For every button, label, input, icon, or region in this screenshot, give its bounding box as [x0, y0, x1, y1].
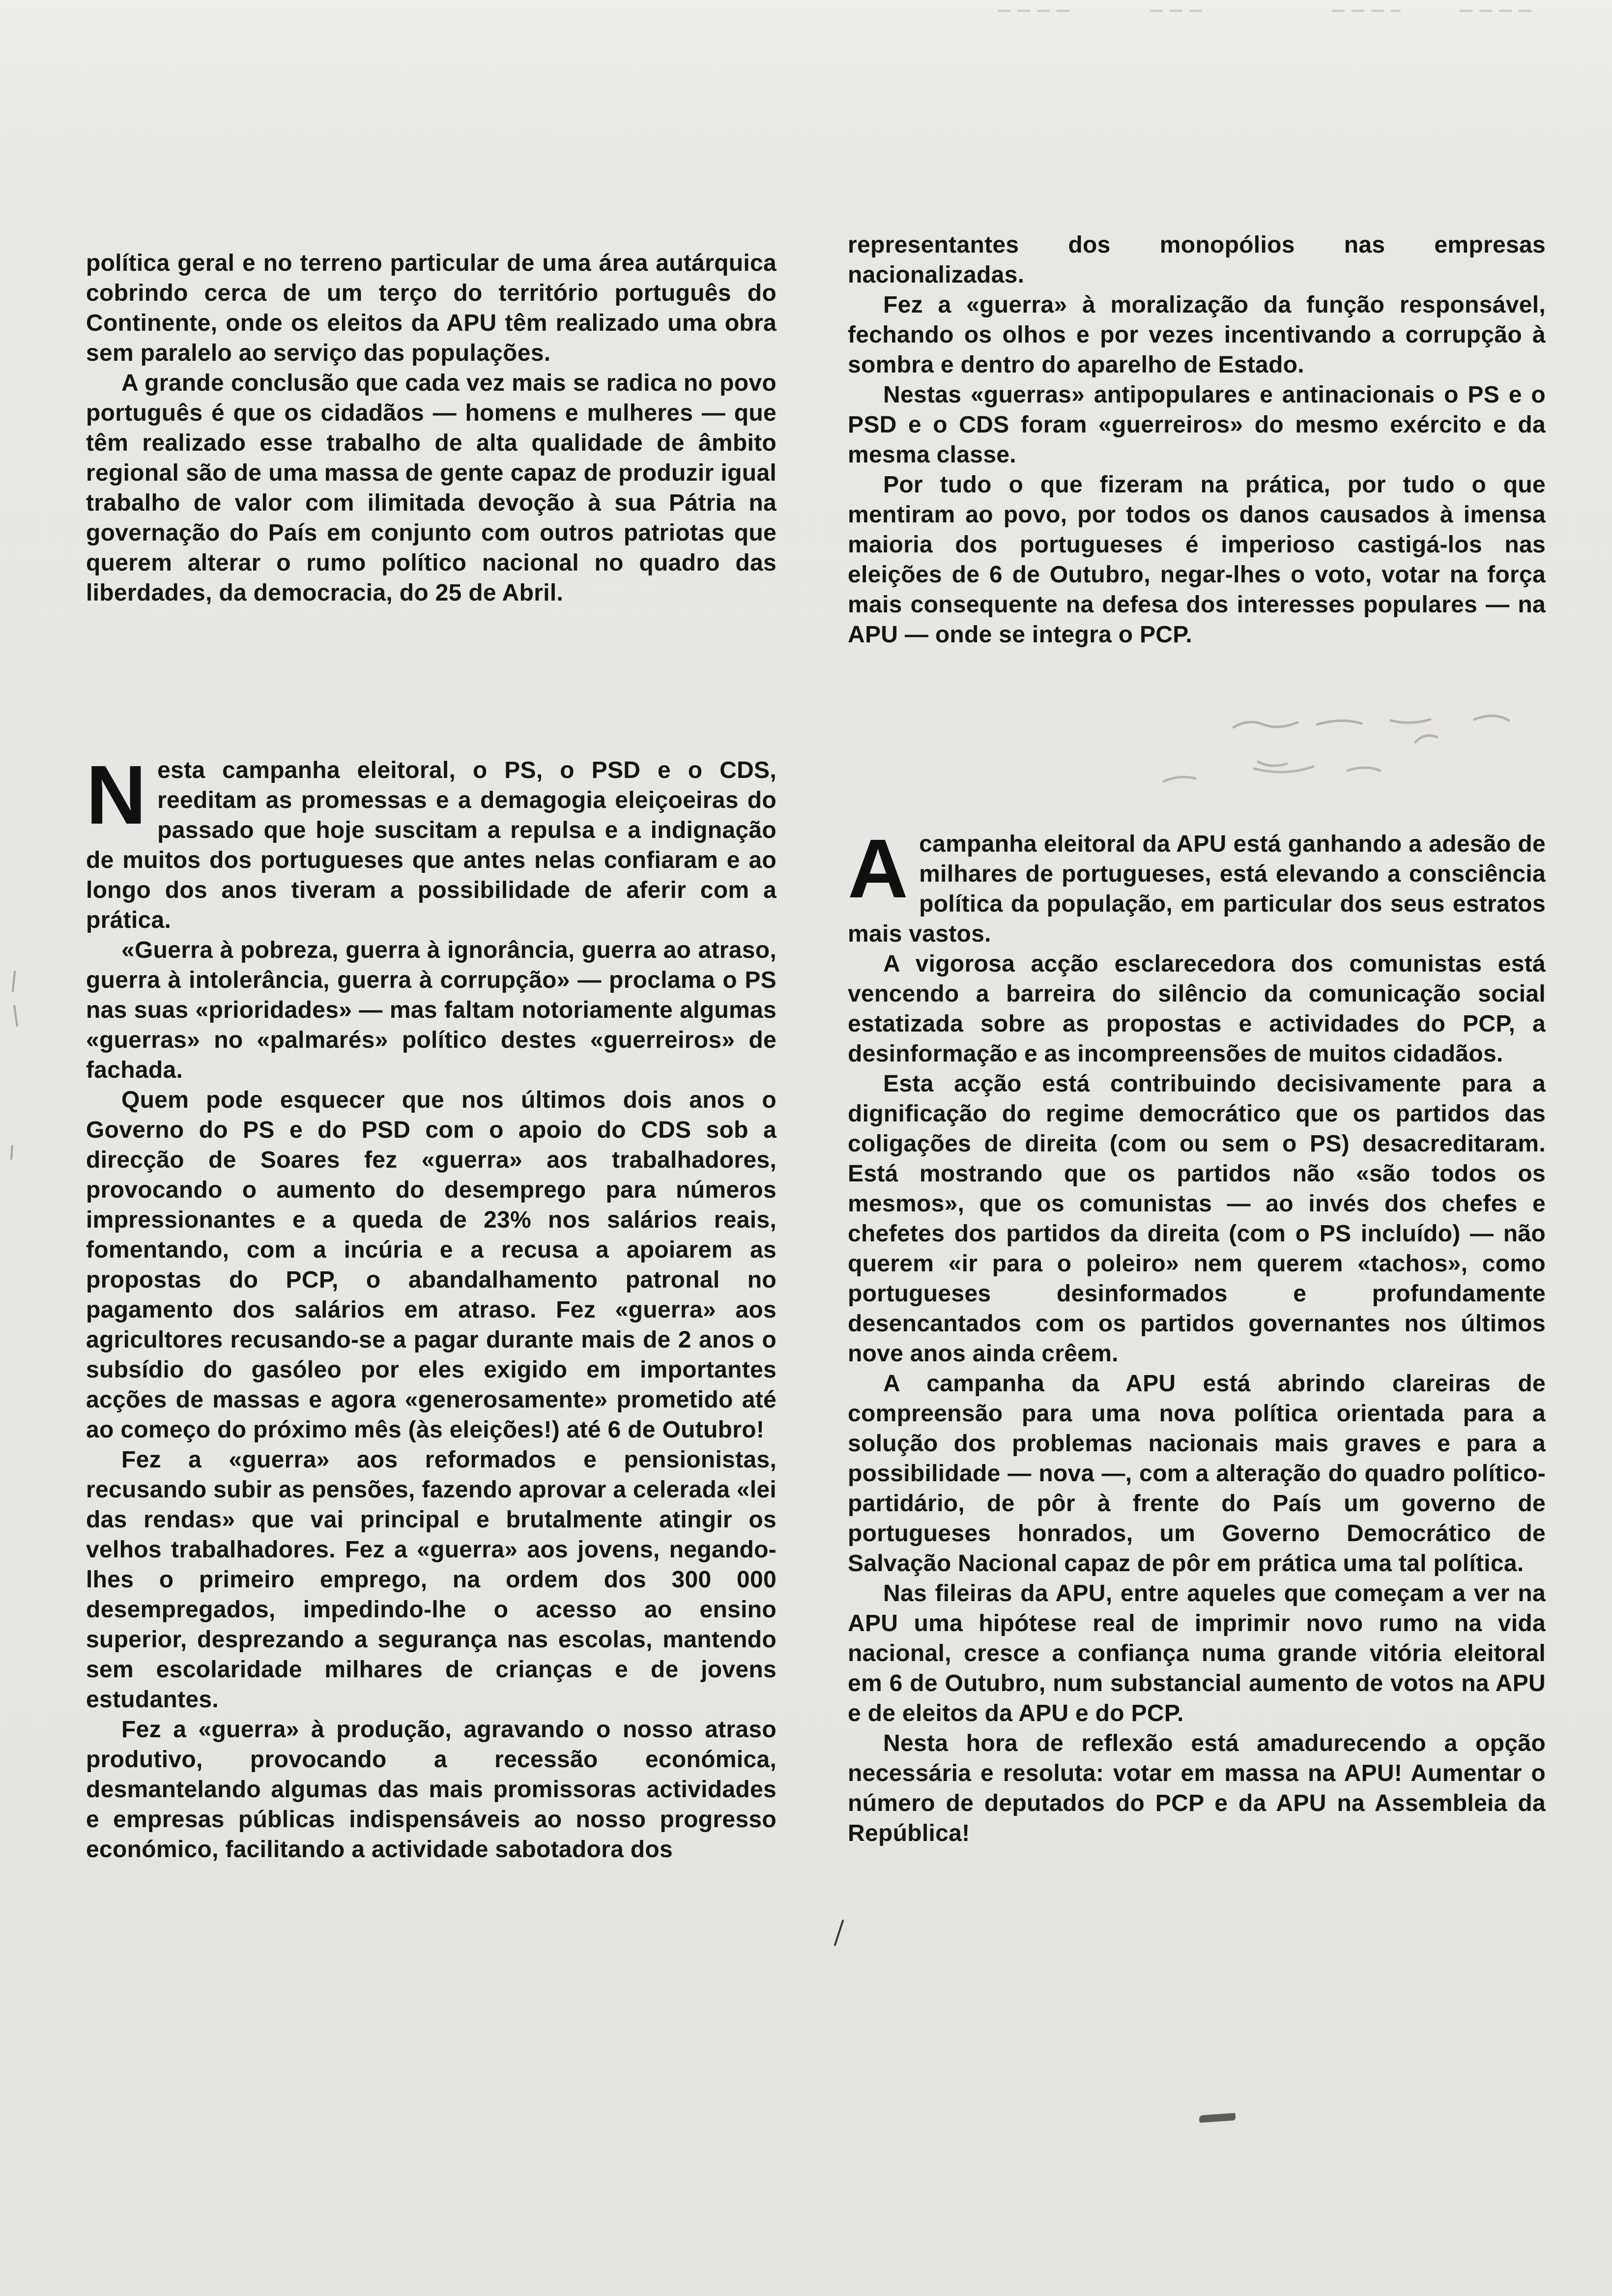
paragraph: A vigorosa acção esclarecedora dos comunistas está vencendo a barreira do silêncio da comunicação social estatizada sobre as propostas e actividades do PCP, a desinformação e as incompreensões de muitos cidadãos.: [848, 951, 1546, 1067]
drop-cap-letter-a: A: [848, 822, 909, 916]
slash-mark-artifact: [834, 1920, 844, 1946]
paragraph: Esta acção está contribuindo decisivamente para a dignificação do regime democrático que os partidos das coligações de direita (com ou sem o PS) desacreditaram. Está mostrando que os partidos não «são todos os mesmos», que os comunistas — ao invés dos chefes e chefetes dos partidos da direita (com o PS incluído) — não querem «ir para o poleiro» nem querem «tachos», como portugueses desinformados e profundamente desencantados com os partidos governantes nos últimos nove anos ainda crêem.: [848, 1071, 1546, 1367]
margin-tick-artifact: [12, 971, 16, 992]
paragraph: Fez a «guerra» à produção, agravando o nosso atraso produtivo, provocando a recessão económica, desmantelando algumas das mais promissoras actividades e empresas públicas indispensáveis ao nosso progresso económico, facilitando a actividade sabotadora dos: [86, 1717, 777, 1863]
paragraph: «Guerra à pobreza, guerra à ignorância, guerra ao atraso, guerra à intolerância, guerra à corrupção» — proclama o PS nas suas «prioridades» — mas faltam notoriamente algumas «guerras» no «palmarés» político destes «guerreiros» de fachada.: [86, 937, 777, 1083]
left-section-block: [86, 748, 777, 1865]
paragraph: Fez a «guerra» à moralização da função responsável, fechando os olhos e por vezes incentivando a corrupção à sombra e dentro do aparelho de Estado.: [848, 292, 1546, 378]
paragraph: política geral e no terreno particular de uma área autárquica cobrindo cerca de um terço do território português do Continente, onde os eleitos da APU têm realizado uma obra sem paralelo ao serviço das populações.: [86, 250, 777, 366]
paragraph: Quem pode esquecer que nos últimos dois anos o Governo do PS e do PSD com o apoio do CDS sob a direcção de Soares fez «guerra» aos trabalhadores, provocando o aumento do desemprego para números impressionantes e a queda de 23% nos salários reais, fomentando, com a incúria e a recusa a apoiarem as propostas do PCP, o abandalhamento patronal no pagamento dos salários em atraso. Fez «guerra» aos agricultores recusando-se a pagar durante mais de 2 anos o subsídio do gasóleo por eles exigido em importantes acções de massas e agora «generosamente» prometido até ao começo do próximo mês (às eleições!) até 6 de Outubro!: [86, 1087, 777, 1443]
paragraph-with-dropcap: [86, 748, 777, 935]
scan-edge-dashes-artifact: [988, 7, 1553, 17]
paragraph: A campanha da APU está abrindo clareiras de compreensão para uma nova política orientada para a solução dos problemas nacionais mais graves e para a possibilidade — nova —, com a alteração do quadro político-partidário, de pôr à frente do País um governo de portugueses honrados, um Governo Democrático de Salvação Nacional capaz de pôr em prática uma tal política.: [848, 1371, 1546, 1577]
paragraph-with-dropcap: [848, 822, 1546, 949]
margin-tick-artifact: [10, 1145, 13, 1160]
drop-cap-letter-n: N: [86, 748, 147, 842]
ink-smudge-artifact: [1199, 2113, 1236, 2123]
paragraph: Por tudo o que fizeram na prática, por tudo o que mentiram ao povo, por todos os danos causados à imensa maioria dos portugueses é imperioso castigá-los nas eleições de 6 de Outubro, negar-lhes o voto, votar na força mais consequente na defesa dos interesses populares — na APU — onde se integra o PCP.: [848, 472, 1546, 648]
right-column: [848, 230, 1546, 1848]
paragraph: Nas fileiras da APU, entre aqueles que começam a ver na APU uma hipótese real de imprimir novo rumo na vida nacional, cresce a confiança numa grande vitória eleitoral em 6 de Outubro, num substancial aumento de votos na APU e de eleitos da APU e do PCP.: [848, 1580, 1546, 1726]
paragraph-text: campanha eleitoral da APU está ganhando a adesão de milhares de portugueses, está elevando a consciência política da população, em particular dos seus estratos mais vastos.: [848, 831, 1546, 947]
paragraph: representantes dos monopólios nas empresas nacionalizadas.: [848, 232, 1546, 288]
paragraph: Nestas «guerras» antipopulares e antinacionais o PS e o PSD e o CDS foram «guerreiros» do mesmo exército e da mesma classe.: [848, 382, 1546, 468]
right-section-block: [848, 822, 1546, 1848]
margin-tick-artifact: [13, 1005, 18, 1027]
paragraph-text: esta campanha eleitoral, o PS, o PSD e o CDS, reeditam as promessas e a demagogia eleiçoeiras do passado que hoje suscitam a repulsa e a indignação de muitos dos portugueses que antes nelas confiaram e ao longo dos anos tiveram a possibilidade de aferir com a prática.: [86, 757, 777, 933]
left-top-block: [86, 248, 777, 608]
left-column: [86, 248, 777, 1865]
paragraph: A grande conclusão que cada vez mais se radica no povo português é que os cidadãos — homens e mulheres — que têm realizado esse trabalho de alta qualidade de âmbito regional são de uma massa de gente capaz de produzir igual trabalho de valor com ilimitada devoção à sua Pátria na governação do País em conjunto com outros patriotas que querem alterar o rumo político nacional no quadro das liberdades, da democracia, do 25 de Abril.: [86, 370, 777, 606]
right-top-block: [848, 230, 1546, 650]
paragraph: Fez a «guerra» aos reformados e pensionistas, recusando subir as pensões, fazendo aprovar a celerada «lei das rendas» que vai principal e brutalmente atingir os velhos trabalhadores. Fez a «guerra» aos jovens, negando-lhes o primeiro emprego, na ordem dos 300 000 desempregados, impedindo-lhe o acesso ao ensino superior, desprezando a segurança nas escolas, mantendo sem escolaridade milhares de crianças e de jovens estudantes.: [86, 1447, 777, 1713]
paragraph: Nesta hora de reflexão está amadurecendo a opção necessária e resoluta: votar em massa na APU! Aumentar o número de deputados do PCP e da APU na Assembleia da República!: [848, 1730, 1546, 1846]
